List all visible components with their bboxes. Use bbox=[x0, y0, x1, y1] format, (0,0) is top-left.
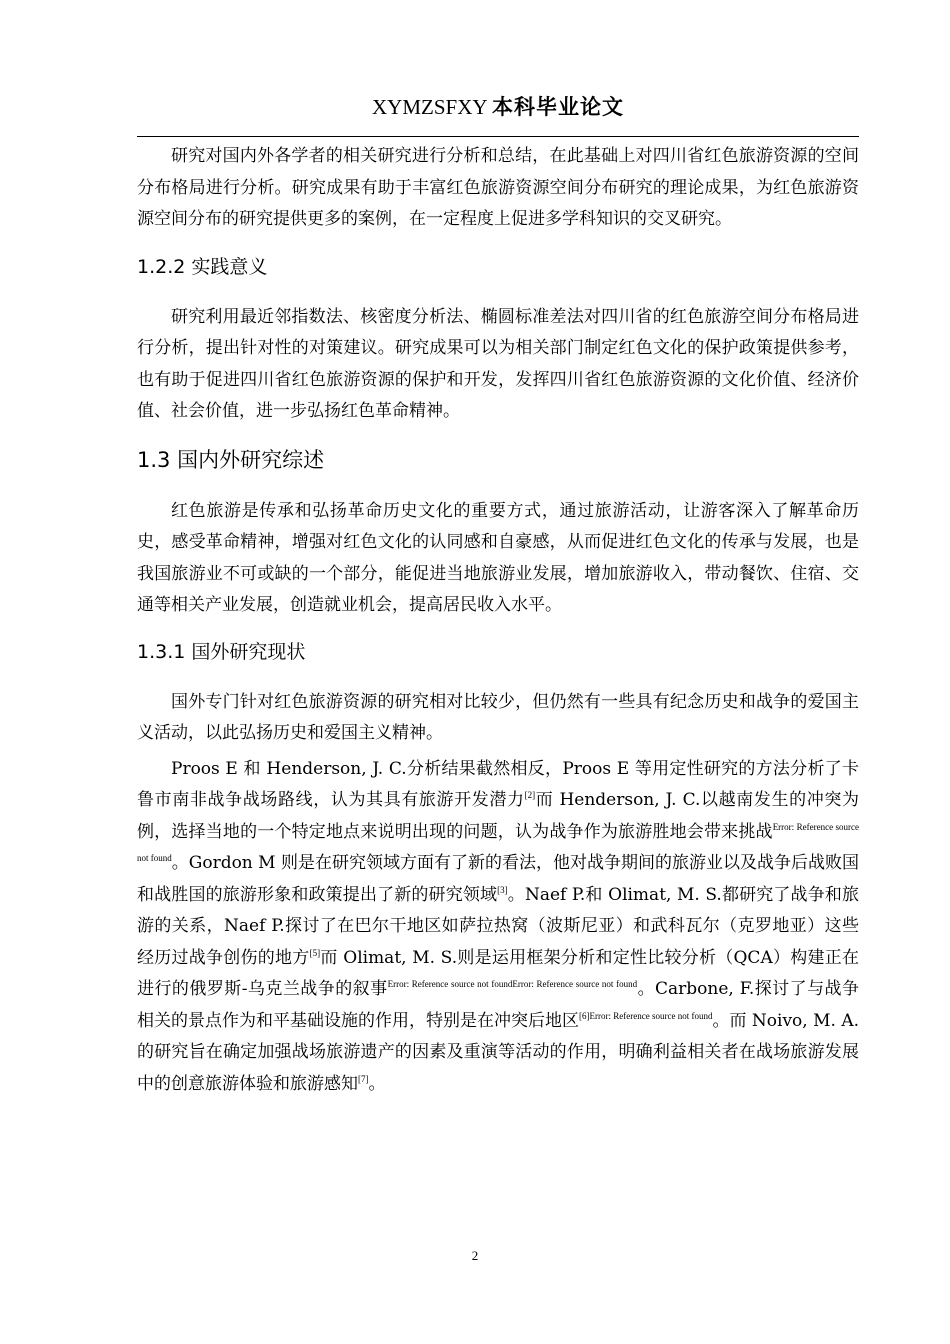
heading-1-3-1: 1.3.1 国外研究现状 bbox=[137, 640, 306, 663]
p5-text-2: 而 Henderson, J. C.以越南发生的冲突为例，选择当地的一个特定地点来说明出现的问题，认为战争作为旅游胜地会带来挑战 bbox=[137, 790, 859, 842]
document-body bbox=[137, 141, 859, 1100]
paragraph-3: 红色旅游是传承和弘扬革命历史文化的重要方式，通过旅游活动，让游客深入了解革命历史，感受革命精神，增强对红色文化的认同感和自豪感，从而促进红色文化的传承与发展，也是我国旅游业不可或缺的一个部分，能促进当地旅游业发展，增加旅游收入，带动餐饮、住宿、交通等相关产业发展，创造就业机会，提高居民收入水平。 bbox=[137, 500, 859, 615]
running-header bbox=[137, 92, 859, 122]
citation-2: [2] bbox=[524, 790, 536, 800]
page-number: 2 bbox=[471, 1248, 479, 1263]
p5-text-8: 。 bbox=[368, 1073, 386, 1094]
paragraph-4: 国外专门针对红色旅游资源的研究相对比较少，但仍然有一些具有纪念历史和战争的爱国主义活动，以此弘扬历史和爱国主义精神。 bbox=[137, 691, 859, 743]
reference-error-3: Error: Reference source not found bbox=[589, 1010, 713, 1021]
citation-6: [6] bbox=[579, 1010, 590, 1021]
header-thesis-label: 本科毕业论文 bbox=[492, 95, 624, 119]
paragraph-1: 研究对国内外各学者的相关研究进行分析和总结，在此基础上对四川省红色旅游资源的空间分布格局进行分析。研究成果有助于丰富红色旅游资源空间分布研究的理论成果，为红色旅游资源空间分布的研究提供更多的案例，在一定程度上促进多学科知识的交叉研究。 bbox=[137, 146, 859, 229]
heading-1-2-2: 1.2.2 实践意义 bbox=[137, 255, 268, 278]
citation-3: [3] bbox=[497, 884, 508, 895]
p5-text-7: 。而 Noivo, M. A.的研究旨在确定加强战场旅游遗产的因素及重演等活动的作用，明确利益相关者在战场旅游发展中的创意旅游体验和旅游感知 bbox=[137, 1010, 860, 1094]
p5-text-5: 而 Olimat, M. S.则是运用框架分析和定性比较分析（QCA）构建正在进行的俄罗斯-乌克兰战争的叙事 bbox=[137, 947, 859, 999]
p5-text-1: Proos E 和 Henderson, J. C.分析结果截然相反，Proos E 等用定性研究的方法分析了卡鲁市南非战争战场路线，认为其具有旅游开发潜力 bbox=[137, 758, 859, 810]
p5-text-6: 。Carbone, F.探讨了与战争相关的景点作为和平基础设施的作用，特别是在冲突后地区 bbox=[137, 979, 859, 1031]
p5-text-3: 。Gordon M 则是在研究领域方面有了新的看法，他对战争期间的旅游业以及战争后战败国和战胜国的旅游形象和政策提出了新的研究领域 bbox=[137, 853, 859, 905]
header-rule bbox=[137, 136, 859, 137]
paragraph-5 bbox=[137, 754, 859, 1101]
citation-7: [7] bbox=[358, 1073, 369, 1084]
reference-error-2: Error: Reference source not foundError: Reference source not found bbox=[387, 979, 638, 989]
citation-5: [5] bbox=[309, 947, 321, 958]
header-school-code: XYMZSFXY bbox=[372, 95, 492, 119]
p5-text-4: 。Naef P.和 Olimat, M. S.都研究了战争和旅游的关系，Naef P.探讨了在巴尔干地区如萨拉热窝（波斯尼亚）和武科瓦尔（克罗地亚）这些经历过战争创伤的地方 bbox=[137, 884, 859, 968]
paragraph-2: 研究利用最近邻指数法、核密度分析法、椭圆标准差法对四川省的红色旅游空间分布格局进行分析，提出针对性的对策建议。研究成果可以为相关部门制定红色文化的保护政策提供参考，也有助于促进四川省红色旅游资源的保护和开发，发挥四川省红色旅游资源的文化价值、经济价值、社会价值，进一步弘扬红色革命精神。 bbox=[137, 306, 859, 421]
reference-error-1: Error: Reference source not found bbox=[137, 821, 859, 863]
heading-1-3: 1.3 国内外研究综述 bbox=[137, 447, 325, 472]
